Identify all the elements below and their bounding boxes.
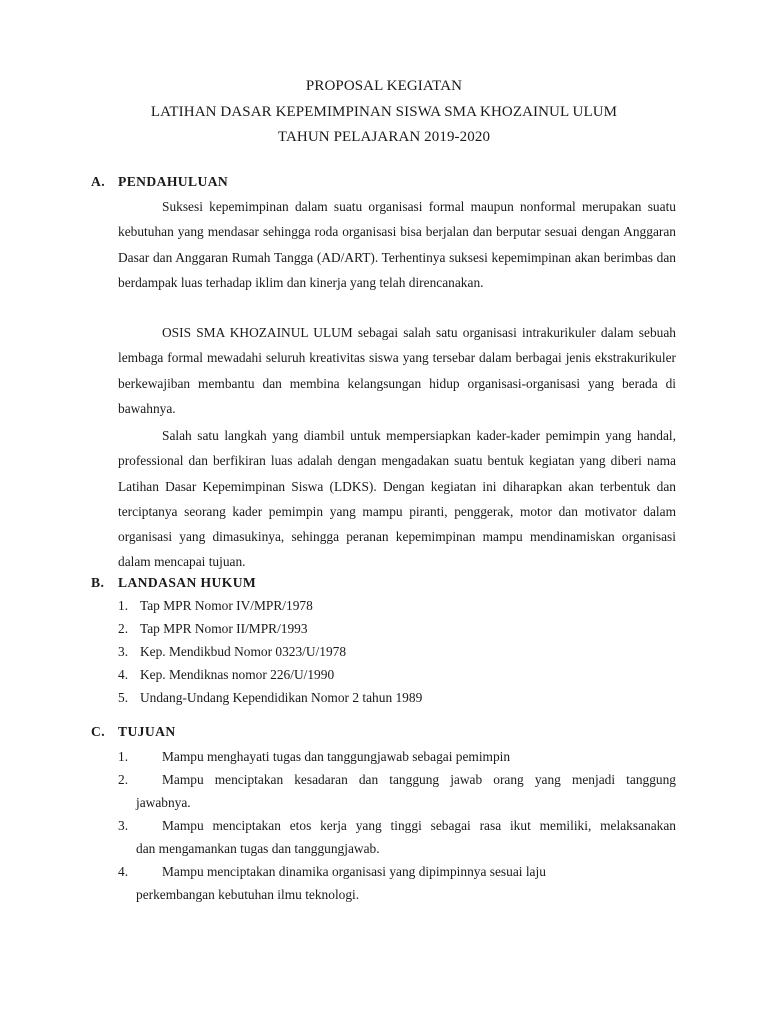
list-item-number: 2. xyxy=(118,772,129,787)
list-item xyxy=(118,644,346,660)
doc-title-line-2: LATIHAN DASAR KEPEMIMPINAN SISWA SMA KHOZAINUL ULUM xyxy=(150,104,618,120)
section-c-heading xyxy=(91,724,176,740)
list-item xyxy=(118,667,334,683)
list-item-number: 2. xyxy=(118,621,129,636)
section-c-title: TUJUAN xyxy=(118,724,176,739)
paragraph-1 xyxy=(118,194,676,295)
list-item xyxy=(118,768,676,814)
list-item-number: 1. xyxy=(118,598,129,613)
list-item xyxy=(118,690,422,706)
list-item xyxy=(118,814,676,860)
list-item-text-continued: perkembangan kebutuhan ilmu teknologi. xyxy=(136,887,360,903)
section-a-heading xyxy=(91,174,228,190)
paragraph-2 xyxy=(118,320,676,421)
list-item-number: 1. xyxy=(118,749,129,764)
list-item xyxy=(118,745,676,768)
list-item xyxy=(118,621,308,637)
section-b-title: LANDASAN HUKUM xyxy=(118,575,257,590)
section-a-title: PENDAHULUAN xyxy=(118,174,229,189)
paragraph-3-text: Salah satu langkah yang diambil untuk mempersiapkan kader-kader pemimpin yang handal, professional dan berfikiran luas adalah dengan mengadakan suatu bentuk kegiatan yang diberi nama Latihan Dasar Kepemimpinan Siswa (LDKS). Dengan kegiatan ini diharapkan akan terbentuk dan terciptanya seorang kader pemimpin yang mampu piranti, penggerak, motor dan motivator dalam organisasi yang dimasukinya, sehingga peranan kepemimpinan mampu mendinamiskan organisasi dalam mencapai tujuan. xyxy=(118,428,676,570)
list-item-number: 4. xyxy=(118,667,129,682)
list-item-number: 3. xyxy=(118,644,129,659)
list-item-text-continued: jawabnya. xyxy=(136,795,191,811)
list-item-text: Mampu menghayati tugas dan tanggungjawab sebagai pemimpin xyxy=(162,749,511,764)
list-item-text: Mampu menciptakan dinamika organisasi yang dipimpinnya sesuai laju xyxy=(162,864,546,879)
paragraph-2-text: OSIS SMA KHOZAINUL ULUM sebagai salah satu organisasi intrakurikuler dalam sebuah lembaga formal mewadahi seluruh kreativitas siswa yang tersebar dalam berbagai jenis ekstrakurikuler berkewajiban membantu dan membina kelangsungan hidup organisasi-organisasi yang berada di bawahnya. xyxy=(118,325,676,416)
section-b-letter: B. xyxy=(91,575,105,590)
list-item xyxy=(118,860,676,906)
list-item xyxy=(118,598,313,614)
list-item-number: 4. xyxy=(118,864,129,879)
paragraph-3 xyxy=(118,423,676,575)
section-c-letter: C. xyxy=(91,724,106,739)
list-item-text: Undang-Undang Kependidikan Nomor 2 tahun 1989 xyxy=(140,690,423,705)
list-item-text: Tap MPR Nomor II/MPR/1993 xyxy=(140,621,308,636)
section-a-letter: A. xyxy=(91,174,106,189)
list-item-text: Kep. Mendikbud Nomor 0323/U/1978 xyxy=(140,644,347,659)
list-item-text: Mampu menciptakan kesadaran dan tanggung jawab orang yang menjadi tanggung xyxy=(162,772,676,787)
list-item-text: Tap MPR Nomor IV/MPR/1978 xyxy=(140,598,313,613)
list-item-number: 3. xyxy=(118,818,129,833)
doc-title-line-3: TAHUN PELAJARAN 2019-2020 xyxy=(277,129,491,145)
list-item-number: 5. xyxy=(118,690,129,705)
paragraph-1-text: Suksesi kepemimpinan dalam suatu organisasi formal maupun nonformal merupakan suatu kebutuhan yang mendasar sehingga roda organisasi bisa berjalan dan berputar sesuai dengan Anggaran Dasar dan Anggaran Rumah Tangga (AD/ART). Terhentinya suksesi kepemimpinan akan berimbas dan berdampak luas terhadap iklim dan kinerja yang telah direncanakan. xyxy=(118,199,676,290)
doc-title-line-1: PROPOSAL KEGIATAN xyxy=(305,78,463,94)
section-b-heading xyxy=(91,575,256,591)
list-item-text: Kep. Mendiknas nomor 226/U/1990 xyxy=(140,667,335,682)
list-item-text: Mampu menciptakan etos kerja yang tinggi sebagai rasa ikut memiliki, melaksanakan xyxy=(162,818,676,833)
list-item-text-continued: dan mengamankan tugas dan tanggungjawab. xyxy=(136,841,380,857)
